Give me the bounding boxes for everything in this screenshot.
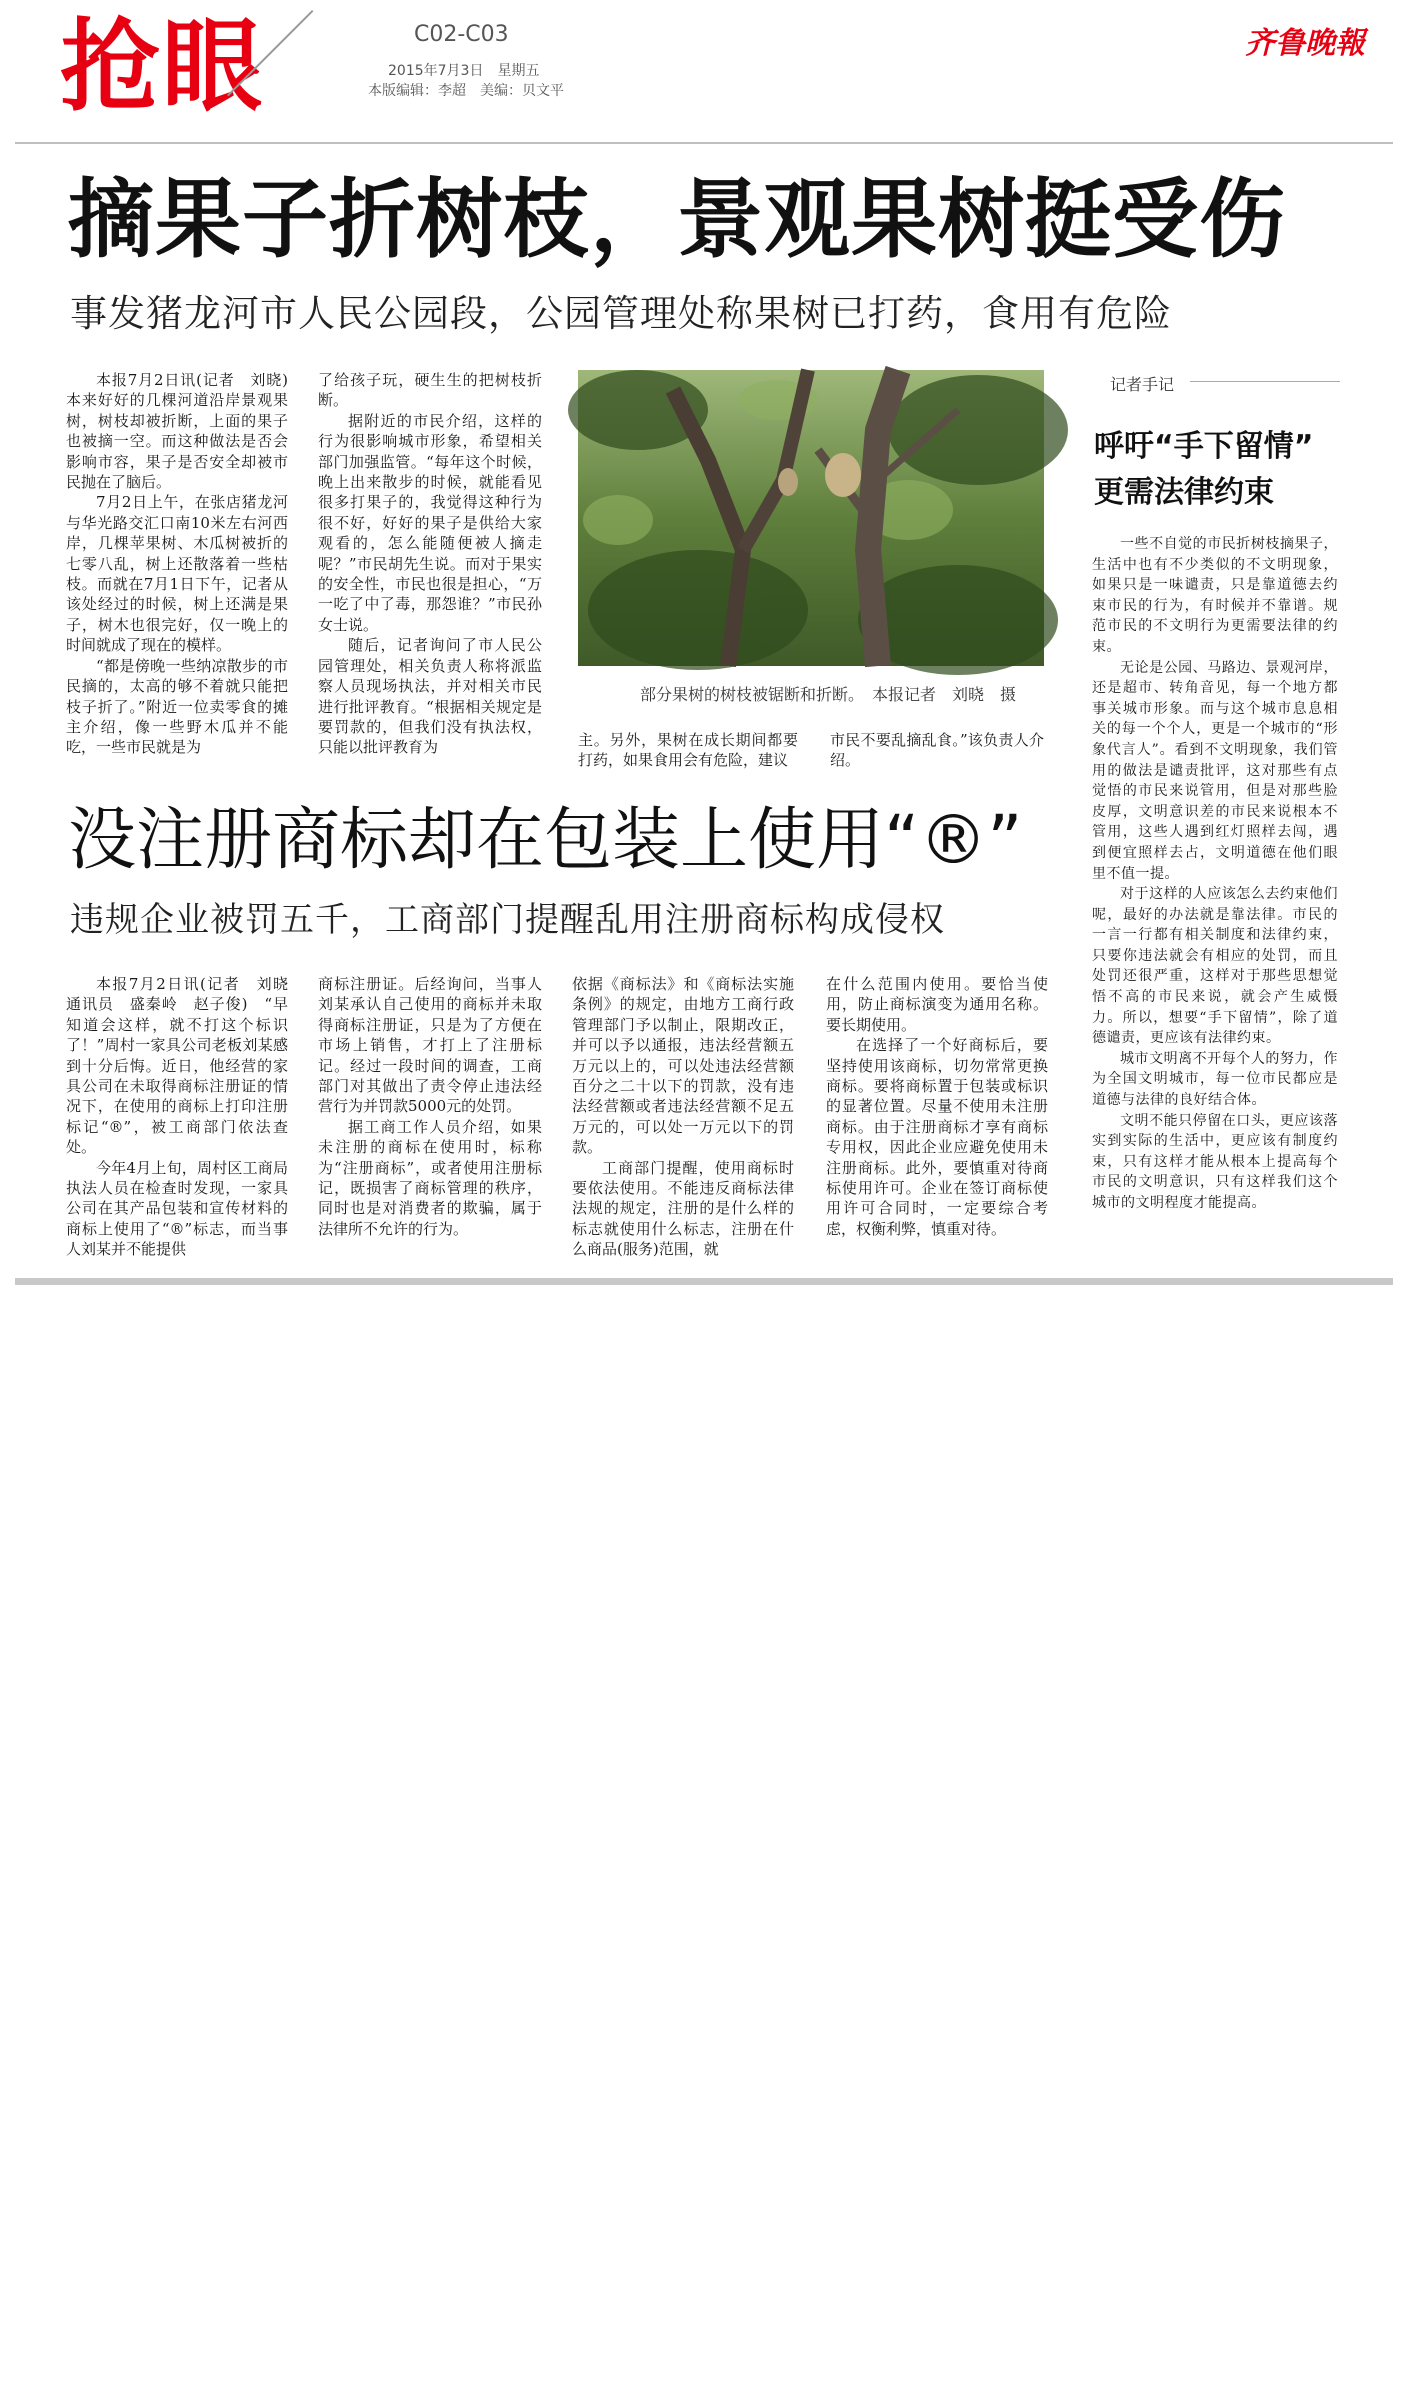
- article2-column-4: [826, 974, 1048, 1270]
- article2-column-1: [66, 974, 304, 1270]
- article1-column-3: [578, 730, 798, 774]
- paragraph: 主。另外，果树在成长期间都要打药，如果食用会有危险，建议: [578, 731, 798, 770]
- paragraph: 本报7月2日讯(记者 刘晓) 本来好好的几棵河道沿岸景观果树，树枝却被折断，上面的果子也被摘一空。而这种做法是否会影响市容，果子是否安全却被市民抛在了脑后。: [66, 371, 304, 492]
- article2-subheadline: 违规企业被罚五千，工商部门提醒乱用注册商标构成侵权: [70, 900, 945, 940]
- sidebar-title-line-2: 更需法律约束: [1094, 475, 1274, 510]
- paragraph: 文明不能只停留在口头，更应该落实到实际的生活中，更应该有制度约束，只有这样才能从根本上提高每个市民的文明意识，只有这样我们这个城市的文明程度才能提高。: [1092, 1112, 1338, 1211]
- paragraph: 在什么范围内使用。要恰当使用，防止商标演变为通用名称。要长期使用。: [826, 975, 1048, 1034]
- page-range: C02-C03: [414, 22, 509, 47]
- paragraph: 市民不要乱摘乱食。”该负责人介绍。: [830, 731, 1044, 770]
- photo-caption: 部分果树的树枝被锯断和折断。 本报记者 刘晓 摄: [640, 685, 1017, 704]
- paragraph: 无论是公园、马路边、景观河岸，还是超市、转角音见，每一个地方都事关城市形象。而与这个城市息息相关的每一个个人，更是一个城市的“形象代言人”。看到不文明现象，我们管用的做法是谴责批评，这对那些有点觉悟的市民来说管用，但是对那些脸皮厚，文明意识差的市民来说根本不管用，这些人遇到红灯照样去闯，遇到便宜照样去占，文明道德在他们眼里不值一提。: [1092, 659, 1338, 882]
- fruit-tree-photo: [578, 370, 1044, 666]
- article2-headline: 没注册商标却在包装上使用“®”: [68, 801, 1023, 880]
- tree-branches-image: [578, 370, 1044, 666]
- paragraph: 在选择了一个好商标后，要坚持使用该商标，切勿常常更换商标。要将商标置于包装或标识的显著位置。尽量不使用未注册商标。由于注册商标才享有商标专用权，因此企业应避免使用未注册商标。此外，要慎重对待商标使用许可。企业在签订商标使用许可合同时，一定要综合考虑，权衡利弊，慎重对待。: [826, 1036, 1048, 1238]
- paragraph: 本报7月2日讯(记者 刘晓 通讯员 盛秦岭 赵子俊) “早知道会这样，就不打这个标识了！”周村一家具公司老板刘某感到十分后悔。近日，他经营的家具公司在未取得商标注册证的情况下，在使用的商标上打印注册标记“®”，被工商部门依法查处。: [66, 975, 304, 1157]
- paragraph: 随后，记者询问了市人民公园管理处，相关负责人称将派监察人员现场执法，并对相关市民进行批评教育。“根据相关规定是要罚款的，但我们没有执法权，只能以批评教育为: [318, 636, 542, 757]
- paragraph: 一些不自觉的市民折树枝摘果子，生活中也有不少类似的不文明现象，如果只是一味谴责，只是靠道德去约束市民的行为，有时候并不靠谱。规范市民的不文明行为更需要法律的约束。: [1092, 536, 1338, 655]
- paragraph: 据工商工作人员介绍，如果未注册的商标在使用时，标称为“注册商标”，或者使用注册标记，既损害了商标管理的秩序，同时也是对消费者的欺骗，属于法律所不允许的行为。: [318, 1117, 542, 1238]
- section-title: 抢眼: [60, 8, 264, 125]
- paragraph: 工商部门提醒，使用商标时要依法使用。不能违反商标法律法规的规定，注册的是什么样的标志就使用什么标志，注册在什么商品(服务)范围，就: [572, 1158, 794, 1259]
- paragraph: 7月2日上午，在张店猪龙河与华光路交汇口南10米左右河西岸，几棵苹果树、木瓜树被折的七零八乱，树上还散落着一些枯枝。而就在7月1日下午，记者从该处经过的时候，树上还满是果子，树木也很完好，仅一晚上的时间就成了现在的模样。: [66, 493, 288, 655]
- paragraph: “都是傍晚一些纳凉散步的市民摘的，太高的够不着就只能把枝子折了。”附近一位卖零食的摊主介绍，像一些野木瓜并不能吃，一些市民就是为: [66, 656, 288, 757]
- paragraph: 对于这样的人应该怎么去约束他们呢，最好的办法就是靠法律。市民的一言一行都有相关制度和法律约束，只要你违法就会有相应的处罚，而且处罚还很严重，这样对于那些思想觉悟不高的市民来说，就会产生威慑力。所以，想要“手下留情”，除了道德谴责，更应该有法律约束。: [1092, 886, 1338, 1047]
- article2-column-2: [318, 974, 542, 1270]
- article1-column-4: [830, 730, 1044, 774]
- newspaper-name: 齐鲁晚報: [1245, 26, 1365, 61]
- sidebar-title: [1094, 424, 1354, 516]
- sidebar-tag: 记者手记: [1110, 375, 1175, 394]
- paragraph: 商标注册证。后经询问，当事人刘某承认自己使用的商标并未取得商标注册证，只是为了方便在市场上销售，才打上了注册标记。经过一段时间的调查，工商部门对其做出了责令停止违法经营行为并罚款5000元的处罚。: [318, 975, 542, 1116]
- article1-subheadline: 事发猪龙河市人民公园段，公园管理处称果树已打药，食用有危险: [70, 292, 1172, 335]
- sidebar-tag-rule: [1190, 381, 1340, 382]
- paragraph: 今年4月上旬，周村区工商局执法人员在检查时发现，一家具公司在其产品包装和宣传材料的商标上使用了“®”标志，而当事人刘某并不能提供: [66, 1158, 288, 1259]
- article2-column-3: [572, 974, 794, 1270]
- header-rule: [15, 142, 1393, 144]
- sidebar-title-line-1: 呼吁“手下留情”: [1094, 429, 1314, 464]
- paragraph: 据附近的市民介绍，这样的行为很影响城市形象，希望相关部门加强监管。“每年这个时候，晚上出来散步的时候，就能看见很多打果子的，我觉得这种行为很不好，好好的果子是供给大家观看的，怎么能随便被人摘走呢？”市民胡先生说。而对于果实的安全性，市民也很是担心，“万一吃了中了毒，那怨谁？”市民孙女士说。: [318, 411, 542, 634]
- paragraph: 了给孩子玩，硬生生的把树枝折断。: [318, 371, 542, 410]
- article1-headline: 摘果子折树枝，景观果树挺受伤: [68, 170, 1286, 270]
- editors-line: 本版编辑：李超 美编：贝文平: [368, 83, 564, 99]
- article1-column-2: [318, 370, 542, 762]
- bottom-rule: [15, 1278, 1393, 1285]
- sidebar-column: [1092, 534, 1338, 1270]
- article1-column-1: [66, 370, 304, 762]
- publication-date: 2015年7月3日 星期五: [388, 63, 540, 79]
- paragraph: 依据《商标法》和《商标法实施条例》的规定，由地方工商行政管理部门予以制止，限期改正，并可以予以通报，违法经营额五万元以上的，可以处违法经营额百分之二十以下的罚款，没有违法经营额或者违法经营额不足五万元的，可以处一万元以下的罚款。: [572, 975, 794, 1157]
- paragraph: 城市文明离不开每个人的努力，作为全国文明城市，每一位市民都应是道德与法律的良好结合体。: [1092, 1050, 1338, 1109]
